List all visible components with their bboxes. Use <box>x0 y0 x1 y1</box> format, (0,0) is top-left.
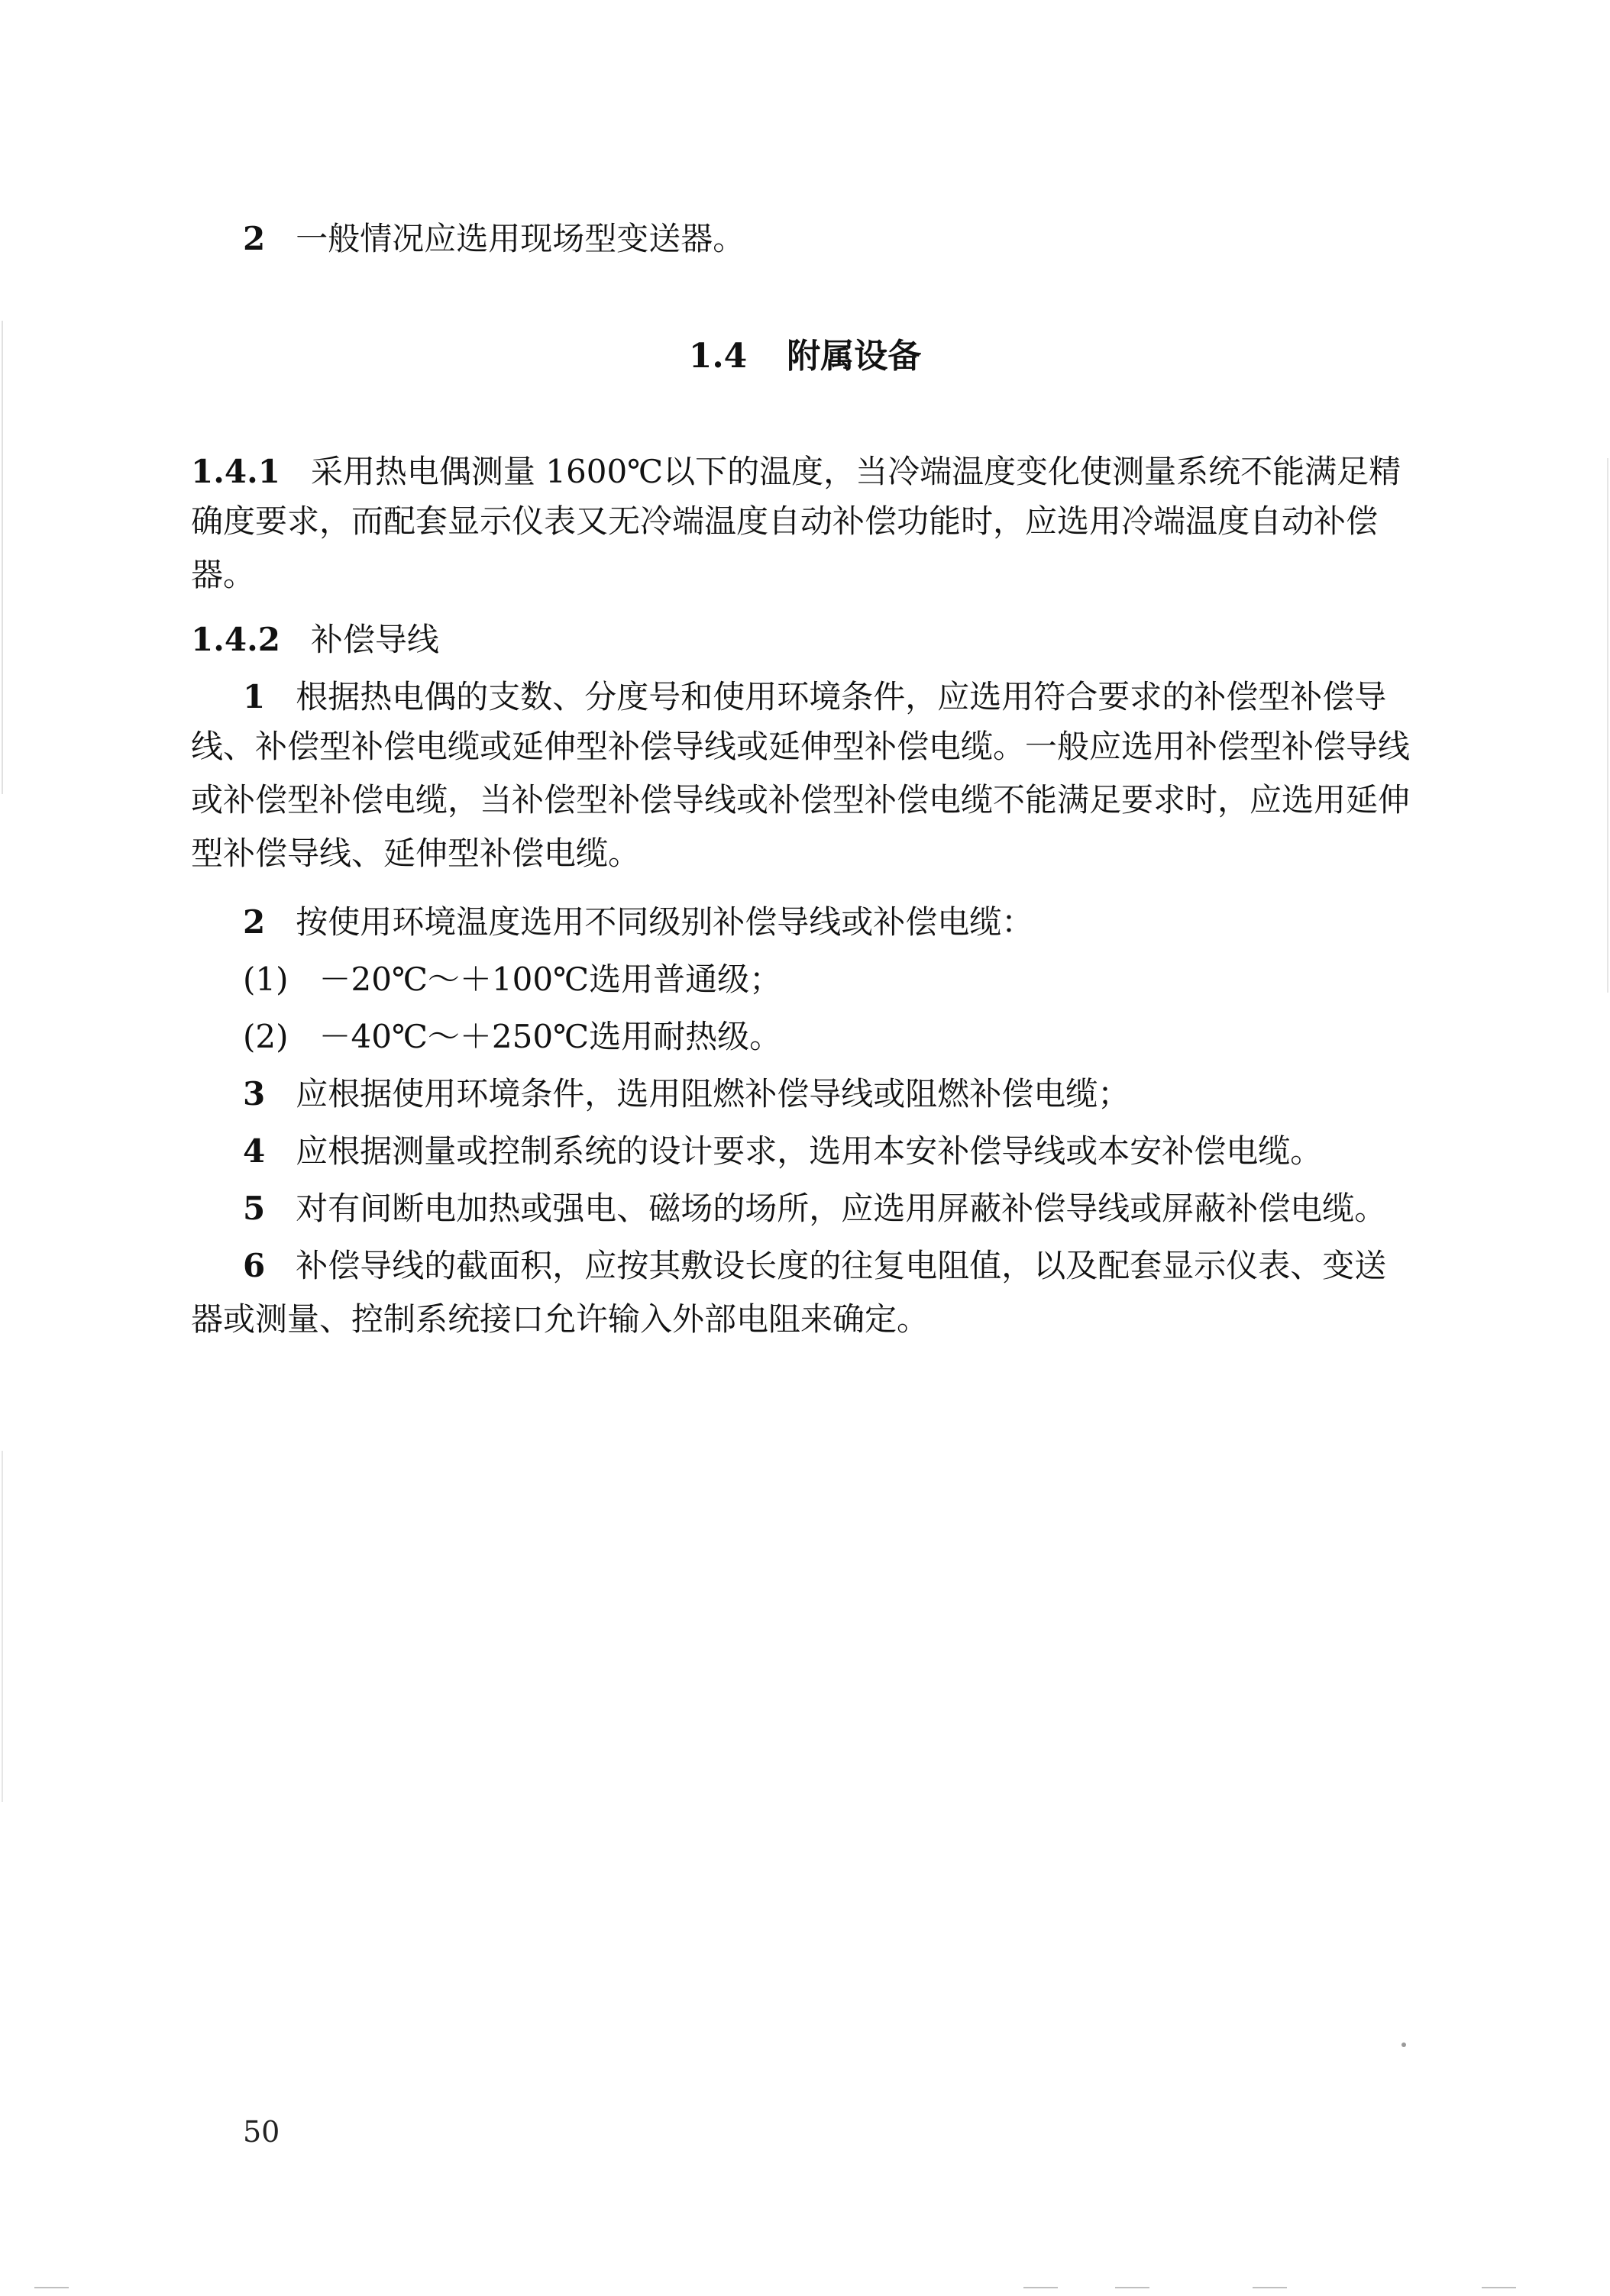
item-1-line-2 <box>191 725 1432 769</box>
section-title <box>0 328 1610 377</box>
clause-1-4-2-number: 1.4.2 <box>191 621 280 658</box>
item-4-number: 4 <box>243 1132 266 1170</box>
scan-right-edge <box>1607 458 1608 993</box>
item-6-line-1 <box>243 1245 1484 1288</box>
item-6-number: 6 <box>243 1247 266 1284</box>
scan-left-edge-lower <box>2 1451 3 1802</box>
subitem-2-line <box>243 1016 1484 1059</box>
item-6-text-1: 补偿导线的截面积，应按其敷设长度的往复电阻值，以及配套显示仪表、变送 <box>296 1247 1387 1284</box>
clause-1-4-1-text-3: 器。 <box>191 556 256 593</box>
section-number: 1.4 <box>688 337 748 376</box>
item-2-line <box>243 901 1484 945</box>
scan-bottom-mark-far-right <box>1482 2287 1516 2288</box>
clause-1-4-1-line-2 <box>191 500 1432 544</box>
clause-1-4-1-text-2: 确度要求，而配套显示仪表又无冷端温度自动补偿功能时，应选用冷端温度自动补偿 <box>191 502 1379 540</box>
section-heading: 附属设备 <box>787 337 922 376</box>
scan-bottom-mark-middle <box>1023 2287 1058 2288</box>
clause-1-4-1-line-1 <box>191 450 1432 494</box>
item-6-text-2: 器或测量、控制系统接口允许输入外部电阻来确定。 <box>191 1300 929 1338</box>
item-3-number: 3 <box>243 1075 266 1112</box>
item-1-text-1: 根据热电偶的支数、分度号和使用环境条件，应选用符合要求的补偿型补偿导 <box>296 678 1387 715</box>
subitem-1-line <box>243 958 1484 1002</box>
intro-number: 2 <box>243 220 266 257</box>
clause-1-4-2-title: 补偿导线 <box>310 621 439 658</box>
item-3-text: 应根据使用环境条件，选用阻燃补偿导线或阻燃补偿电缆； <box>296 1075 1130 1112</box>
item-4-text: 应根据测量或控制系统的设计要求，选用本安补偿导线或本安补偿电缆。 <box>296 1132 1323 1170</box>
subitem-2-label: (2) <box>243 1018 289 1055</box>
scan-bottom-mark-left <box>34 2287 69 2288</box>
item-1-line-3 <box>191 779 1432 822</box>
scan-bottom-mark-middle-2 <box>1115 2287 1149 2288</box>
scan-bottom-mark-right <box>1253 2287 1287 2288</box>
item-2-text: 按使用环境温度选用不同级别补偿导线或补偿电缆： <box>296 903 1034 941</box>
clause-1-4-2-line <box>191 618 1432 662</box>
item-1-line-4 <box>191 832 1432 876</box>
clause-1-4-1-text-1: 采用热电偶测量 1600℃以下的温度，当冷端温度变化使测量系统不能满足精 <box>310 453 1401 490</box>
clause-1-4-1-number: 1.4.1 <box>191 453 280 490</box>
item-1-line-1 <box>243 676 1484 719</box>
scan-speck <box>1401 2043 1406 2047</box>
scan-left-edge <box>2 321 3 794</box>
subitem-1-text: －20℃～＋100℃选用普通级； <box>318 961 782 998</box>
intro-line <box>243 218 1484 261</box>
item-6-line-2 <box>191 1298 1432 1342</box>
item-1-number: 1 <box>243 678 266 715</box>
item-1-text-3: 或补偿型补偿电缆，当补偿型补偿导线或补偿型补偿电缆不能满足要求时，应选用延伸 <box>191 781 1411 819</box>
item-5-number: 5 <box>243 1190 266 1227</box>
item-3-line <box>243 1073 1484 1116</box>
subitem-1-label: (1) <box>243 961 289 998</box>
item-5-line <box>243 1187 1484 1231</box>
intro-text: 一般情况应选用现场型变送器。 <box>296 220 745 257</box>
clause-1-4-1-line-3 <box>191 554 1432 597</box>
item-1-text-2: 线、补偿型补偿电缆或延伸型补偿导线或延伸型补偿电缆。一般应选用补偿型补偿导线 <box>191 728 1411 765</box>
item-5-text: 对有间断电加热或强电、磁场的场所，应选用屏蔽补偿导线或屏蔽补偿电缆。 <box>296 1190 1387 1227</box>
page-number: 50 <box>243 2115 280 2149</box>
item-1-text-4: 型补偿导线、延伸型补偿电缆。 <box>191 835 641 872</box>
subitem-2-text: －40℃～＋250℃选用耐热级。 <box>318 1018 782 1055</box>
item-2-number: 2 <box>243 903 266 941</box>
item-4-line <box>243 1130 1484 1174</box>
